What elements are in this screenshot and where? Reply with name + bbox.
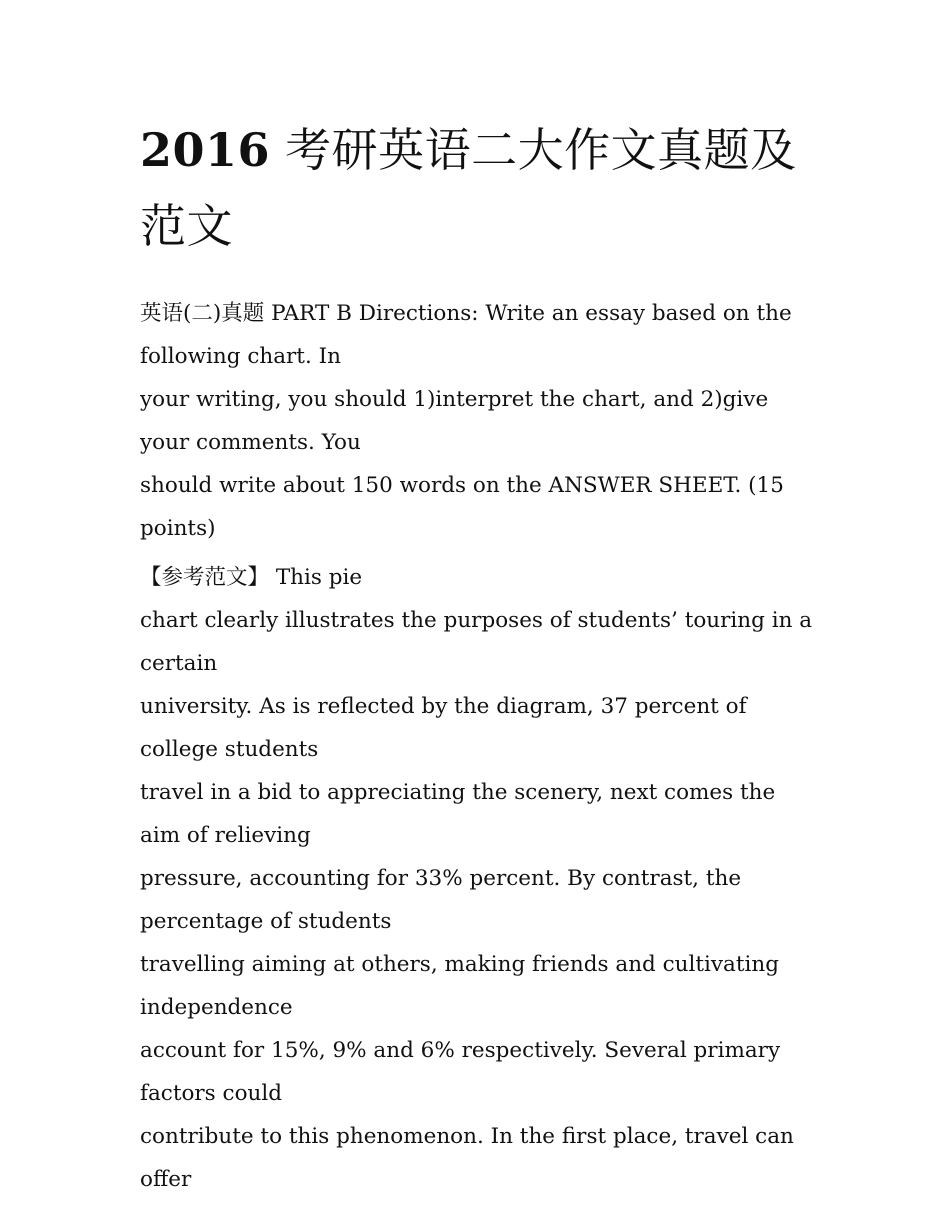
directions-line: should write about 150 words on the ANSWER SHEET. (15 points) bbox=[140, 473, 784, 541]
essay-line: 【参考范文】 This pie bbox=[140, 565, 363, 590]
directions-line: your writing, you should 1)interpret the chart, and 2)give your comments. You bbox=[140, 387, 769, 455]
directions-line: 英语(二)真题 PART B Directions: Write an essay based on the following chart. In bbox=[140, 301, 792, 369]
title-text: 考研英语二大作文真题及范文 bbox=[140, 123, 797, 253]
essay-line: travelling aiming at others, making friends and cultivating independence bbox=[140, 952, 780, 1020]
title-year: 2016 bbox=[140, 123, 271, 177]
page-title bbox=[140, 112, 820, 264]
essay-line: account for 15%, 9% and 6% respectively. Several primary factors could bbox=[140, 1038, 781, 1106]
essay-line: travel in a bid to appreciating the scenery, next comes the aim of relieving bbox=[140, 780, 776, 848]
document-page bbox=[140, 112, 820, 1201]
essay-line: contribute to this phenomenon. In the first place, travel can offer bbox=[140, 1124, 794, 1192]
essay-line: chart clearly illustrates the purposes of students’ touring in a certain bbox=[140, 608, 813, 676]
document-body bbox=[140, 292, 820, 1201]
essay-line: university. As is reflected by the diagram, 37 percent of college students bbox=[140, 694, 747, 762]
essay-line: pressure, accounting for 33% percent. By contrast, the percentage of students bbox=[140, 866, 742, 934]
